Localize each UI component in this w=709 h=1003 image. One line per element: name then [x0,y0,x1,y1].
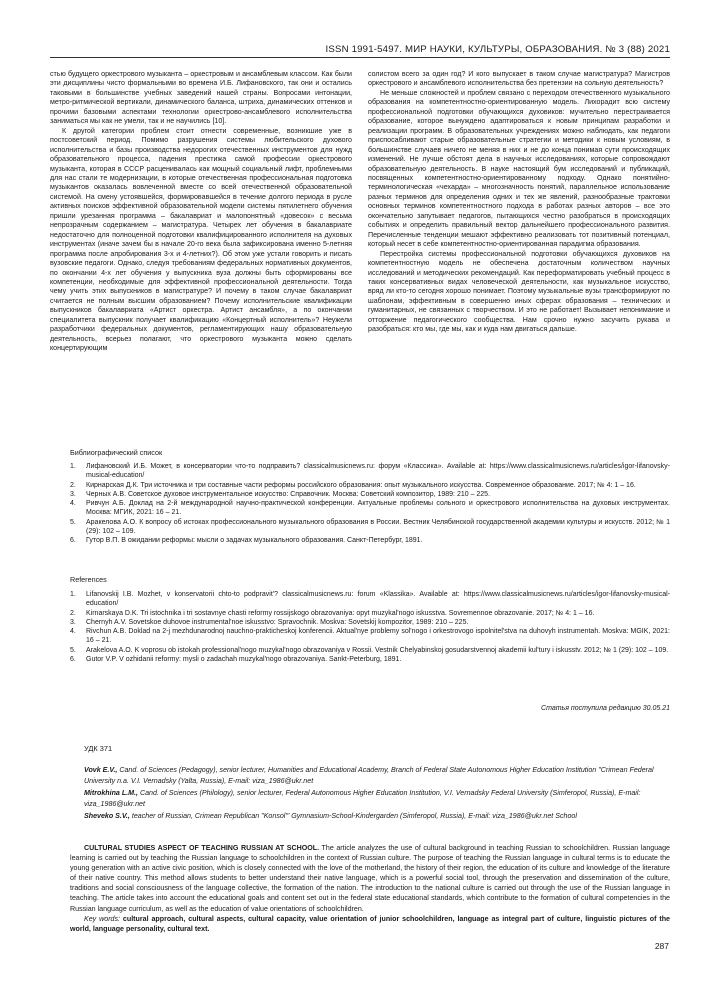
abstract-body: CULTURAL STUDIES ASPECT OF TEACHING RUSSIAN AT SCHOOL. The article analyzes the use of cultural background in teaching Russian to schoolchildren. Russian language learning is carried out by teaching the Russian language to schoolchildren in the context of Russian culture. The purpose of teaching the Russian language in cultural terms is to educate the young generation with an active civic position, which is closely connected with the love of the motherland, the history of their region, the education of its culture and knowledge of the literature of their native country. This method allows students to better understand their native language, which is a powerful social tool, through the preservation and dissemination of the culture, traditions and social consciousness of the language collective, the formation of the nation. The introduction to the national culture is carried out through the use of the Russian language in teaching. The article takes into account the educational goals and content set out in the federal state educational standards, which contribute to the formation of cultural competencies in the Russian language curriculum, as well as the education of value orientations of schoolchildren. [70,844,671,913]
bibliography-title: Библиографический список [70,448,163,457]
abstract [70,843,670,934]
references-list [70,590,670,664]
author-block [84,765,670,822]
reference-item: 5. Arakelova A.O. K voprosu ob istokah professional'nogo muzykal'nogo obrazovaniya v Rossii. Vestnik Chelyabinskoj gosudarstvennoj akademii kul'tury i iskusstv. 2012; № 1 (29): 102 – 109. [70,646,669,654]
paragraph: солистом всего за один год? И кого выпускает в таком случае магистратура? Магистров оркестрового и ансамблевого исполнительства без претензии на сольную деятельность? [368,70,670,88]
header-divider [50,57,670,58]
paragraph: стью будущего оркестрового музыканта – оркестровым и ансамблевым классом. Как были эти дисциплины чисто формальными во времена И.Б. Лифановского, так они и остались таковыми в большинстве учебных заведений нашей страны. Вопросами интонации, метро-ритмической вертикали, динамического баланса, штриха, динамических оттенков и прочими базовыми аспектами технологии оркестрово-ансамблевого исполнительства заниматься мы как не умели, так и не научились [10]. [50,70,352,126]
reference-item: 1. Lifanovskij I.B. Mozhet, v konservatorii chto-to podpravit'? classicalmusicnews.ru: forum «Klassika». Available at: https://www.classicalmusicnews.ru/articles/igor-lifanovsky-musical-education/ [70,591,670,608]
page-number: 287 [654,941,669,951]
author-entry: Sheveko S.V., teacher of Russian, Crimean Republican "Konsol'" Gymnasium-School-Kindergarden (Simferopol, Russia), E-mail: viza_1986@ukr.net School [84,811,577,820]
reference-item: 2. Kirnarskaya D.K. Tri istochnika i tri sostavnye chasti reformy rossijskogo obrazovaniya: opyt muzykal'nogo iskusstva. Sovremennoe obrazovanie. 2017; № 4: 1 – 16. [70,609,595,617]
udk-code: УДК 371 [84,744,113,753]
reference-item: 6. Gutor V.P. V ozhidanii reformy: mysli o zadachah muzykal'nogo obrazovaniya. Sankt-Peterburg, 1891. [70,656,402,664]
bibliography-list [70,462,670,546]
paragraph: Перестройка системы профессиональной подготовки обучающихся духовиков на компетентностную модель не обеспечена достаточным количеством научных исследований и методических рекомендаций. Как переформатировать учебный процесс в таких консервативных видах человеческой деятельности, как музыкальное искусство, вряд ли кто-то сегодня хорошо понимает. Поэтому музыкальные вузы трансформируют по шаблонам, эффективным в совершенно иных сферах образования – технических и гуманитарных, не связанных с творчеством. И это не работает! Вызывает непонимание и отторжение педагогического сообщества. Нам срочно нужно засучить рукава и разобраться: кто мы, где мы, как и куда нам двигаться дальше. [368,249,670,334]
right-column [368,70,670,335]
reference-item: 4. Rivchun A.B. Doklad na 2-j mezhdunarodnoj nauchno-prakticheskoj konferencii. Aktual'nye problemy sol'nogo i orkestrovogo ispolnitel'stva na duhovyh instrumentah. Moskva: MGIK, 2021: 16 – 21. [70,628,670,645]
keywords-label: Key words: [84,914,121,923]
bibliography-item: 6. Гутор В.П. В ожидании реформы: мысли о задачах музыкального образования. Санкт-Петербург, 1891. [70,537,423,545]
left-column [50,70,352,354]
bibliography-item: 5. Аракелова А.О. К вопросу об истоках профессионального музыкального образования в России. Вестник Челябинской государственной академии культуры и искусств. 2012; № 1 (29): 102 – 109. [70,518,670,536]
bibliography-item: 4. Ривчун А.Б. Доклад на 2-й международной научно-практической конференции. Актуальные проблемы сольного и оркестрового исполнительства на духовых инструментах. Москва: МГИК, 2021: 16 – 21. [70,500,670,517]
references-title: References [70,575,107,584]
author-entry: Mitrokhina L.M., Cand. of Sciences (Philology), senior lecturer, Federal Autonomous Higher Education Institution, V.I. Vernadsky Federal University (Simferopol, Russia), E-mail: viza_1986@ukr.net [84,788,641,809]
paragraph: К другой категории проблем стоит отнести современные, возникшие уже в постсоветский период. Помимо разрушения системы любительского духового исполнительства и базы производства недорогих отечественных инструментов для нужд образовательного процесса, падения престижа самой профессии оркестрового музыканта, которая в СССР расценивалась как мощный социальный лифт, проблемными для нас стали те модернизации, в которые отечественная профессиональная подготовка музыкантов оказалась вовлеченной вместе со всей отечественной образовательной системой. На смену устоявшейся, формировавшейся в течение долгого периода в русле активных поисков эффективной образовательной модели системы пятилетнего обучения пришли урезанная программа – бакалавриат и малопонятный «довесок» с весьма непрозрачным содержанием – магистратура. Четырех лет обучения в бакалавриате недостаточно для полноценной подготовки квалифицированного исполнителя на духовых инструментах (иначе зачем бы в начале 20-го века была зафиксирована именно 5-летняя программа после апробирования 3-х и 4-летних?). Об этом уже устали говорить и писать вузовские педагоги. Однако, следуя требованиям федеральных нормативных документов, по окончании 4-х лет обучения у выпускника вуза должны быть сформированы все компетенции, необходимые для эффективной профессиональной деятельности. Тогда чему учить этих выпускников в магистратуре? И почему в таком случае бакалавриат считается не полным высшим образованием? Почему исполнительские квалификации выпускников бакалавриата «Артист оркестра. Артист ансамбля», а по окончании специалитета выпускник получает квалификацию «Концертный исполнитель»? Неужели разработчики федеральных документов, регламентирующих нашу образовательную деятельность, всерьез полагают, что оркестрового музыканта можно сделать концертирующим [50,126,352,353]
journal-header: ISSN 1991-5497. МИР НАУКИ, КУЛЬТУРЫ, ОБРАЗОВАНИЯ. № 3 (88) 2021 [325,44,670,55]
bibliography-item: 3. Черных А.В. Советское духовое инструментальное искусство: Справочник. Москва: Советский композитор, 1989: 210 – 225. [70,490,491,498]
reference-item: 3. Chernyh A.V. Sovetskoe duhovoe instrumental'noe iskusstvo: Spravochnik. Moskva: Sovetskij kompozitor, 1989: 210 – 225. [70,618,469,626]
received-date: Статья поступила редакцию 30.05.21 [541,705,670,712]
paragraph: Не меньше сложностей и проблем связано с переходом отечественного музыкального образования на компетентностно-ориентированную модель. Лихорадит всю систему профессиональной подготовки обучающихся духовиков: мучительно перестраивается образование, которое вынуждено адаптироваться к новым принципам разработки и реализации программ. В образовательных учреждениях можно наблюдать, как педагоги приспосабливают старые образовательные стратегии и методики к новым условиям, в большинстве случаев ничего не меняя в них и не до конца понимая сути происходящих изменений. Не лучше обстоят дела в научных исследованиях, которые сопровождают образовательную деятельность. В науке настоящий бум исследований и публикаций, посвященных компетентностно-ориентированному подходу. Однако понятийно-терминологическая «чехарда» – многозначность понятий, параллельное использование разных терминов для определения одних и тех же явлений, разнообразные трактовки основных терминов компетентностного подхода в работах разных авторов – все это окончательно запутывает педагогов, пытающихся честно разобраться в происходящих событиях и определить правильный вектор дальнейшего профессионального развития. Перечисленные тенденции мешают эффективно реализовать тот позитивный потенциал, который несет в себе компетентностно-ориентированная парадигма образования. [368,88,670,249]
author-entry: Vovk E.V., Cand. of Sciences (Pedagogy), senior lecturer, Humanities and Educational Academy, Branch of Federal State Autonomous Higher Education Institution "Crimean Federal University n.a. V.I. Vernadsky (Yalta, Russia), E-mail: viza_1986@ukr.net [84,766,654,786]
bibliography-item: 1. Лифановский И.Б. Может, в консерватории что-то подправить? classicalmusicnews.ru: форум «Классика». Available at: https://www.classicalmusicnews.ru/articles/igor-lifanovsky-musical-education/ [70,463,670,480]
bibliography-item: 2. Кирнарская Д.К. Три источника и три составные части реформы российского образования: опыт музыкального искусства. Современное образование. 2017; № 4: 1 – 16. [70,481,636,489]
abstract-title: CULTURAL STUDIES ASPECT OF TEACHING RUSSIAN AT SCHOOL. [84,844,320,852]
keywords: Key words: cultural approach, cultural aspects, cultural capacity, value orientation of junior schoolchildren, language as integral part of culture, linguistic pictures of the world, language personality, cultural text. [70,914,670,933]
